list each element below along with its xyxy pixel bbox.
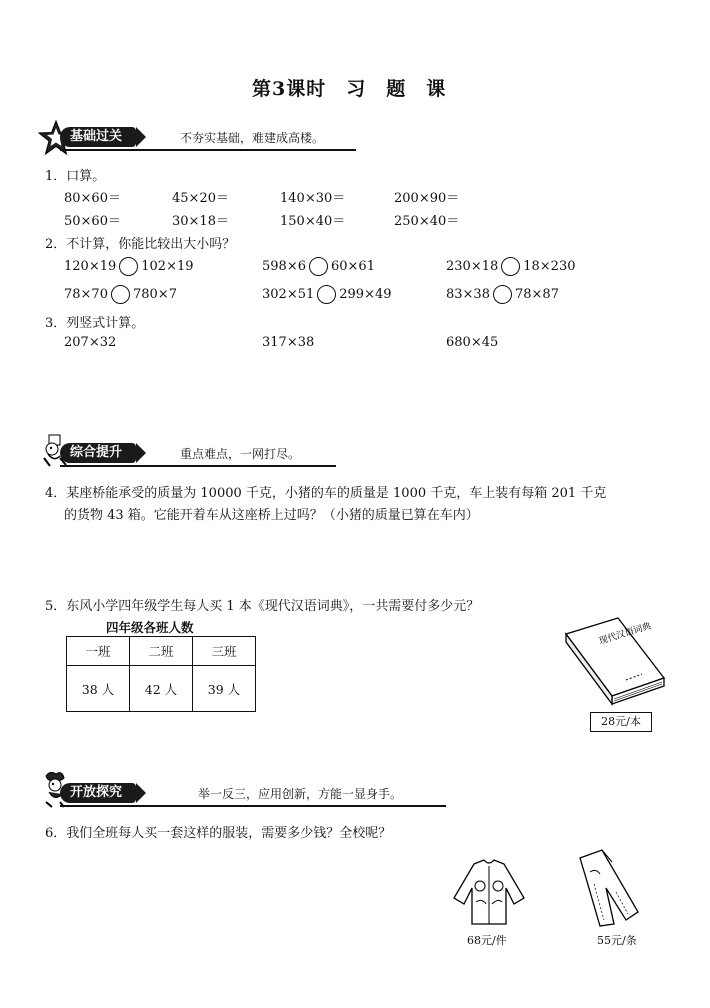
pants-price: 55元/条 (597, 934, 637, 947)
q1-item: 80×60＝ (64, 191, 121, 206)
q2-compare: 230×18 18×230 (446, 259, 576, 274)
banner-underline (60, 465, 336, 467)
book-cover-title: 现代汉语词典 (597, 621, 653, 647)
q2-compare: 120×19 102×19 (64, 259, 194, 274)
q3-heading: 3．列竖式计算。 (45, 316, 145, 331)
q2-compare: 83×38 78×87 (446, 287, 559, 302)
q1-heading: 1．口算。 (45, 169, 106, 184)
q3-item: 207×32 (64, 335, 117, 350)
q3-item: 680×45 (446, 335, 499, 350)
section-banner-basic (38, 120, 358, 150)
section-motto-basic: 不夯实基础，难建成高楼。 (180, 131, 325, 145)
jacket-image (450, 858, 528, 928)
answer-circle[interactable] (111, 285, 130, 304)
dictionary-price-tag: 28元/本 (590, 712, 652, 732)
answer-circle[interactable] (309, 257, 328, 276)
section-label-open: 开放探究 (60, 783, 136, 803)
q1-item: 150×40＝ (280, 214, 346, 229)
q1-item: 45×20＝ (172, 191, 229, 206)
q1-item: 250×40＝ (394, 214, 460, 229)
jacket-price: 68元/件 (467, 934, 507, 947)
q4-line2: 的货物 43 箱。它能开着车从这座桥上过吗？（小猪的质量已算在车内） (64, 508, 479, 523)
section-banner-open (38, 776, 448, 806)
section-label-comprehensive: 综合提升 (60, 443, 136, 463)
section-label-basic: 基础过关 (60, 127, 136, 147)
table-header: 三班 (193, 637, 256, 666)
q2-compare: 78×70 780×7 (64, 287, 177, 302)
q2-compare: 302×51 299×49 (262, 287, 392, 302)
q2-compare: 598×6 60×61 (262, 259, 375, 274)
q3-item: 317×38 (262, 335, 315, 350)
class-table-title: 四年级各班人数 (106, 620, 194, 635)
table-header: 一班 (67, 637, 130, 666)
answer-circle[interactable] (493, 285, 512, 304)
section-banner-comprehensive (38, 436, 338, 466)
pants-image (576, 848, 662, 928)
q1-item: 140×30＝ (280, 191, 346, 206)
q1-item: 30×18＝ (172, 214, 229, 229)
q1-item: 50×60＝ (64, 214, 121, 229)
table-cell: 38 人 (67, 666, 130, 712)
section-motto-open: 举一反三，应用创新，方能一显身手。 (198, 787, 403, 801)
table-cell: 39 人 (193, 666, 256, 712)
answer-circle[interactable] (501, 257, 520, 276)
answer-circle[interactable] (119, 257, 138, 276)
banner-underline (60, 805, 446, 807)
table-cell: 42 人 (130, 666, 193, 712)
dictionary-book-image (560, 612, 670, 708)
q6-text: 6．我们全班每人买一套这样的服装，需要多少钱？全校呢？ (45, 826, 392, 841)
q5-text: 5．东风小学四年级学生每人买 1 本《现代汉语词典》，一共需要付多少元？ (45, 599, 480, 614)
q2-heading: 2．不计算，你能比较出大小吗？ (45, 237, 236, 252)
page-title: 第3课时 习 题 课 (252, 78, 447, 100)
q1-item: 200×90＝ (394, 191, 460, 206)
section-motto-comprehensive: 重点难点，一网打尽。 (180, 447, 301, 461)
answer-circle[interactable] (317, 285, 336, 304)
q4-line1: 4．某座桥能承受的质量为 10000 千克，小猪的车的质量是 1000 千克，车上装有每箱 201 千克 (45, 486, 607, 501)
class-count-table (66, 636, 256, 712)
table-header: 二班 (130, 637, 193, 666)
banner-underline (60, 149, 356, 151)
